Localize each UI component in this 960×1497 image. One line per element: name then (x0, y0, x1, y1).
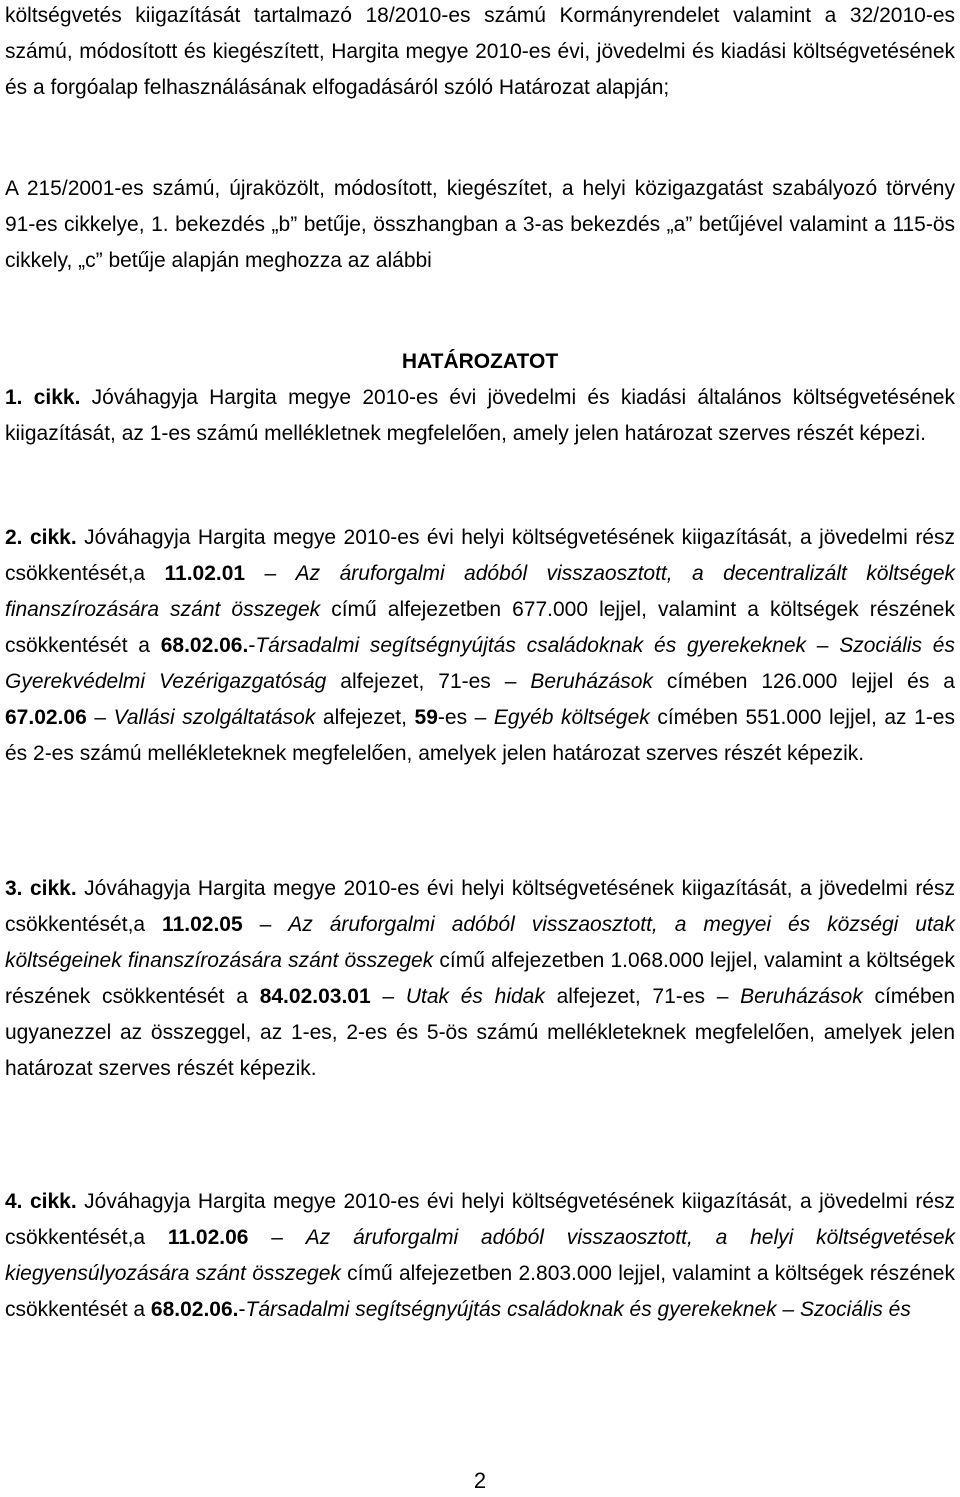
text-run-normal: - (248, 634, 256, 657)
text-run-bold: 11.02.01 (164, 562, 246, 585)
text-run-normal: költségvetés kiigazítását tartalmazó 18/2010-es számú Kormányrendelet valamint a 32/2010-es számú, módosított és kiegészített, Hargita megye 2010-es évi, jövedelmi és kiadási költségvetésének és a forgóalap felhasználásának elfogadásáról szóló Határozat alapján; (5, 4, 955, 99)
text-run-italic: Vallási szolgáltatások (113, 706, 316, 729)
text-run-bold: 59 (414, 706, 438, 729)
text-run-normal: – (86, 706, 114, 729)
text-run-normal: címében ugyanezzel az összeggel, az 1-es, 2-es és 5-ös számú mellékleteknek megfelelően, amelyek jelen határozat szerves részét képezik. (5, 985, 955, 1080)
text-run-normal: – (806, 634, 840, 657)
text-run-italic: Társadalmi segítségnyújtás családoknak és gyerekeknek – Szociális és (245, 1298, 911, 1321)
text-run-normal: -es – (437, 706, 494, 729)
text-run-normal: Jóváhagyja Hargita megye 2010-es évi helyi költségvetésének kiigazítását, a jövedelmi rész csökkentését,a (5, 526, 955, 585)
text-run-normal: Jóváhagyja Hargita megye 2010-es évi jövedelmi és kiadási általános költségvetésének kiigazítását, az 1-es számú mellékletnek megfelelően, amely jelen határozat szerves részét képezi. (5, 386, 955, 445)
page-number: 2 (473, 1468, 487, 1493)
paragraph-article-3 (5, 871, 955, 1087)
text-run-italic: Utak és hidak (405, 985, 545, 1008)
text-run-bold: 11.02.06 (167, 1226, 249, 1249)
text-run-bold: 1. cikk. (5, 386, 81, 409)
text-run-normal: – (370, 985, 406, 1008)
text-run-italic: Egyéb költségek (493, 706, 650, 729)
text-run-italic: Szociális és Gyerekvédelmi Vezérigazgatóság (5, 634, 955, 693)
text-run-normal: alfejezet, (315, 706, 415, 729)
text-run-normal: alfejezet, 71-es – (326, 670, 531, 693)
paragraph-intro-continued (5, 0, 955, 106)
paragraph-legal-basis (5, 171, 955, 279)
paragraph-article-1 (5, 380, 955, 452)
text-run-normal: címében 126.000 lejjel és a (652, 670, 955, 693)
text-run-bold: 67.02.06 (5, 706, 87, 729)
text-run-italic: Társadalmi segítségnyújtás családoknak és gyerekeknek (255, 634, 807, 657)
decision-title: HATÁROZATOT (401, 350, 559, 373)
text-run-italic: Az áruforgalmi adóból visszaosztott, a megyei és községi utak költségeinek finanszírozására szánt összegek (5, 913, 955, 972)
text-run-italic: Az áruforgalmi adóból visszaosztott, a helyi költségvetések kiegyensúlyozására szánt összegek (5, 1226, 955, 1285)
paragraph-article-4 (5, 1184, 955, 1328)
text-run-italic: Az áruforgalmi adóból visszaosztott, a decentralizált költségek finanszírozására szánt összegek (5, 562, 955, 621)
text-run-bold: 3. cikk. (5, 877, 77, 900)
text-run-normal: című alfejezetben 2.803.000 lejjel, valamint a költségek részének csökkentését a (5, 1262, 955, 1321)
text-run-normal: című alfejezetben 1.068.000 lejjel, valamint a költségek részének csökkentését a (5, 949, 955, 1008)
text-run-bold: 4. cikk. (5, 1190, 77, 1213)
paragraph-article-2 (5, 520, 955, 772)
text-run-normal: Jóváhagyja Hargita megye 2010-es évi helyi költségvetésének kiigazítását, a jövedelmi rész csökkentését,a (5, 1190, 955, 1249)
text-run-normal: címében 551.000 lejjel, az 1-es és 2-es számú mellékleteknek megfelelően, amelyek jelen határozat szerves részét képezik. (5, 706, 955, 765)
text-run-bold: 68.02.06. (150, 1298, 239, 1321)
text-run-bold: 84.02.03.01 (259, 985, 371, 1008)
text-run-normal: Jóváhagyja Hargita megye 2010-es évi helyi költségvetésének kiigazítását, a jövedelmi rész csökkentését,a (5, 877, 955, 936)
text-run-normal: című alfejezetben 677.000 lejjel, valamint a költségek részének csökkentését a (5, 598, 955, 657)
text-run-normal: – (248, 1226, 306, 1249)
text-run-normal: – (245, 562, 296, 585)
text-run-bold: 2. cikk. (5, 526, 77, 549)
text-run-italic: Beruházások (740, 985, 863, 1008)
text-run-normal: alfejezet, 71-es – (544, 985, 741, 1008)
text-run-italic: Beruházások (530, 670, 653, 693)
text-run-normal: A 215/2001-es számú, újraközölt, módosított, kiegészítet, a helyi közigazgatást szabályozó törvény 91-es cikkelye, 1. bekezdés „b” betűje, összhangban a 3-as bekezdés „a” betűjével valamint a 115-ös cikkely, „c” betűje alapján meghozza az alábbi (5, 177, 955, 272)
text-run-bold: 68.02.06. (160, 634, 249, 657)
text-run-normal: – (242, 913, 289, 936)
text-run-normal: - (238, 1298, 246, 1321)
text-run-bold: 11.02.05 (162, 913, 243, 936)
